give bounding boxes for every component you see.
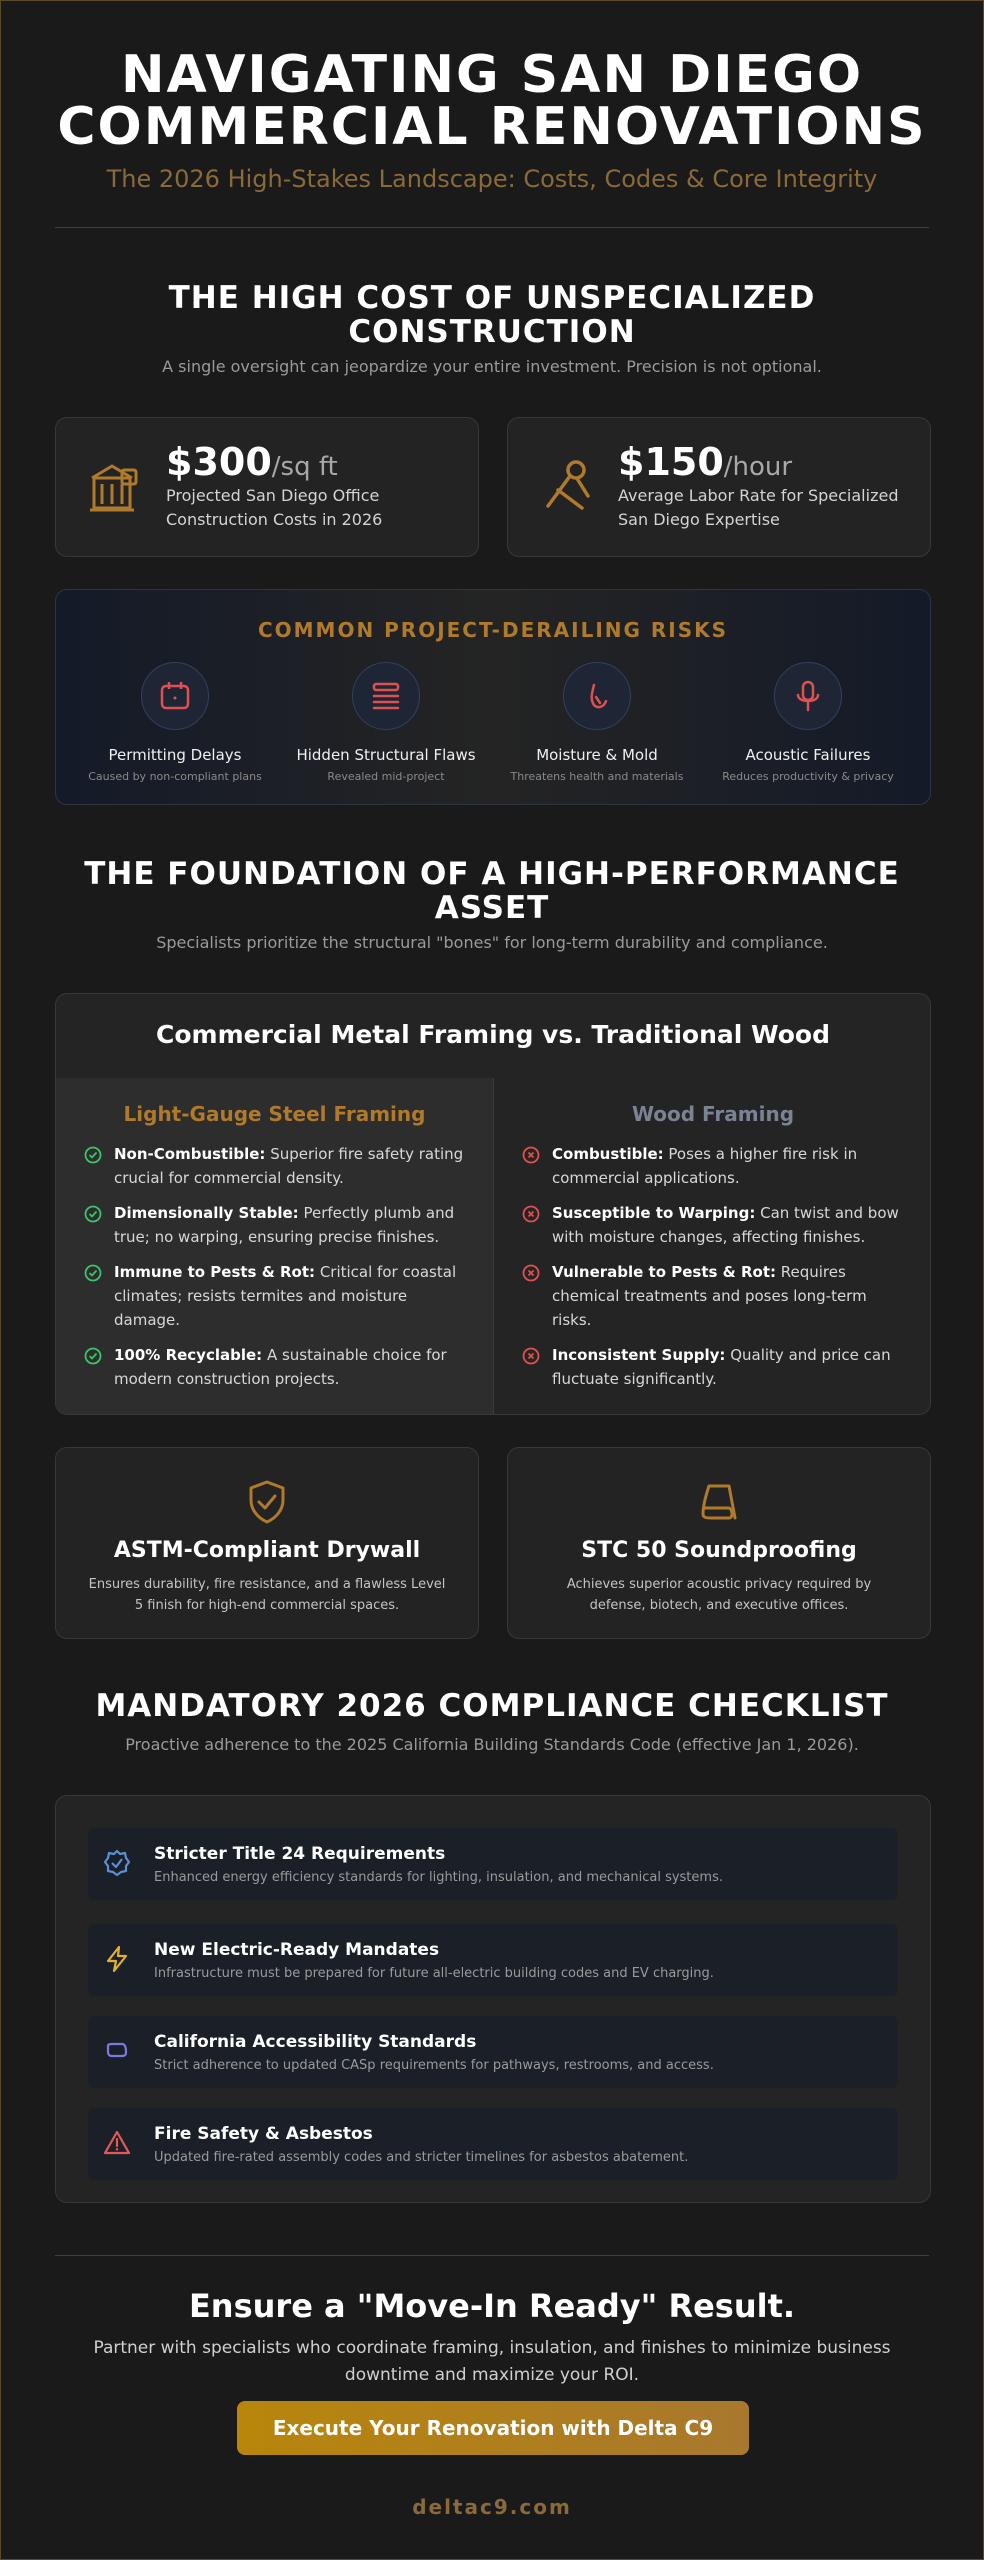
checklist-description: Strict adherence to updated CASp requirements for pathways, restrooms, and access. [154, 2058, 714, 2073]
accessibility-icon [102, 2036, 132, 2066]
badge-check-icon [102, 1848, 132, 1878]
checklist-description: Updated fire-rated assembly codes and stricter timelines for asbestos abatement. [154, 2150, 689, 2165]
feature-title: STC 50 Soundproofing [581, 1538, 857, 1563]
website-link[interactable]: deltac9.com [412, 2495, 572, 2519]
feature-description: Achieves superior acoustic privacy required by defense, biotech, and executive offices. [566, 1577, 872, 1613]
list-item: Immune to Pests & Rot: Critical for coastal climates; resists termites and moisture damage. [84, 1260, 469, 1332]
checklist-title: New Electric-Ready Mandates [154, 1940, 440, 1960]
feature-card-drywall [55, 1447, 479, 1639]
cta-button[interactable]: Execute Your Renovation with Delta C9 [237, 2401, 749, 2455]
warning-icon [102, 2128, 132, 2158]
cta-description: Partner with specialists who coordinate framing, insulation, and finishes to minimize business downtime and maximize your ROI. [93, 2338, 891, 2385]
check-circle-icon [84, 1347, 102, 1365]
stat-card-labor-rate [507, 417, 931, 557]
checklist-item [88, 1924, 898, 1996]
x-circle-icon [522, 1264, 540, 1282]
checklist-item [88, 2016, 898, 2088]
stat-card-office-cost [55, 417, 479, 557]
feature-description: Ensures durability, fire resistance, and a flawless Level 5 finish for high-end commercial spaces. [88, 1577, 446, 1613]
steel-column [56, 1078, 494, 1415]
cost-section-subtitle: A single oversight can jeopardize your entire investment. Precision is not optional. [162, 357, 822, 376]
x-circle-icon [522, 1205, 540, 1223]
layers-icon [369, 679, 403, 713]
check-circle-icon [84, 1205, 102, 1223]
risk-name: Moisture & Mold [536, 746, 658, 764]
risk-note: Threatens health and materials [510, 770, 684, 783]
droplet-icon [580, 679, 614, 713]
risk-note: Caused by non-compliant plans [88, 770, 262, 783]
checklist-title: California Accessibility Standards [154, 2032, 477, 2052]
wood-heading: Wood Framing [631, 1102, 795, 1126]
stat-description: Average Labor Rate for Specialized San Diego Expertise [618, 486, 899, 529]
list-item: Susceptible to Warping: Can twist and bow with moisture changes, affecting finishes. [522, 1201, 908, 1249]
compliance-section-subtitle: Proactive adherence to the 2025 California Building Standards Code (effective Jan 1, 2026). [125, 1735, 859, 1754]
checklist-description: Enhanced energy efficiency standards for lighting, insulation, and mechanical systems. [154, 1870, 723, 1885]
risk-name: Acoustic Failures [745, 746, 871, 764]
x-circle-icon [522, 1146, 540, 1164]
list-item: Inconsistent Supply: Quality and price can fluctuate significantly. [522, 1343, 908, 1391]
risk-item [703, 662, 913, 783]
wood-list [522, 1142, 908, 1402]
list-item: 100% Recyclable: A sustainable choice for modern construction projects. [84, 1343, 469, 1391]
wood-column [494, 1078, 931, 1415]
hero-subtitle: The 2026 High-Stakes Landscape: Costs, Codes & Core Integrity [106, 165, 878, 193]
list-item: Dimensionally Stable: Perfectly plumb and true; no warping, ensuring precise finishes. [84, 1201, 469, 1249]
calendar-icon [158, 679, 192, 713]
comparison-table [55, 993, 931, 1415]
checklist-title: Fire Safety & Asbestos [154, 2124, 373, 2144]
risk-item [492, 662, 702, 783]
checklist-title: Stricter Title 24 Requirements [154, 1844, 446, 1864]
x-circle-icon [522, 1347, 540, 1365]
comparison-title: Commercial Metal Framing vs. Traditional Wood [156, 1020, 830, 1049]
compliance-section-title: MANDATORY 2026 COMPLIANCE CHECKLIST [95, 1688, 889, 1724]
feature-title: ASTM-Compliant Drywall [113, 1538, 421, 1563]
risk-name: Permitting Delays [108, 746, 242, 764]
stat-description: Projected San Diego Office Construction Costs in 2026 [166, 486, 383, 529]
checklist-description: Infrastructure must be prepared for future all-electric building codes and EV charging. [154, 1966, 714, 1981]
cost-section-title: THE HIGH COST OF UNSPECIALIZED CONSTRUCTION [168, 280, 816, 350]
building-icon [86, 456, 146, 516]
divider [55, 2255, 929, 2256]
steel-heading: Light-Gauge Steel Framing [123, 1102, 426, 1126]
hero-title: NAVIGATING SAN DIEGO COMMERCIAL RENOVATIONS [57, 45, 927, 157]
stat-value: $300/sq ft [166, 440, 338, 484]
compliance-checklist [55, 1795, 931, 2203]
check-circle-icon [84, 1146, 102, 1164]
risk-item [281, 662, 491, 783]
risk-name: Hidden Structural Flaws [296, 746, 476, 764]
list-item: Vulnerable to Pests & Rot: Requires chemical treatments and poses long-term risks. [522, 1260, 908, 1332]
steel-list [84, 1142, 469, 1402]
cta-title: Ensure a "Move-In Ready" Result. [188, 2287, 796, 2325]
risks-panel [55, 589, 931, 805]
stat-value: $150/hour [618, 440, 793, 484]
feature-card-soundproofing [507, 1447, 931, 1639]
list-item: Non-Combustible: Superior fire safety rating crucial for commercial density. [84, 1142, 469, 1190]
shield-check-icon [243, 1478, 291, 1526]
divider [55, 227, 929, 228]
foundation-section-subtitle: Specialists prioritize the structural "bones" for long-term durability and compliance. [156, 933, 828, 952]
foundation-section-title: THE FOUNDATION OF A HIGH-PERFORMANCE ASSET [84, 856, 900, 926]
risk-item [70, 662, 280, 783]
risks-title: COMMON PROJECT-DERAILING RISKS [257, 618, 729, 642]
risk-note: Revealed mid-project [327, 770, 445, 783]
lightning-icon [102, 1944, 132, 1974]
list-item: Combustible: Poses a higher fire risk in commercial applications. [522, 1142, 908, 1190]
sound-panel-icon [695, 1478, 743, 1526]
checklist-item [88, 2108, 898, 2180]
tools-icon [538, 456, 598, 516]
check-circle-icon [84, 1264, 102, 1282]
risk-note: Reduces productivity & privacy [722, 770, 894, 783]
checklist-item [88, 1828, 898, 1900]
microphone-icon [791, 679, 825, 713]
